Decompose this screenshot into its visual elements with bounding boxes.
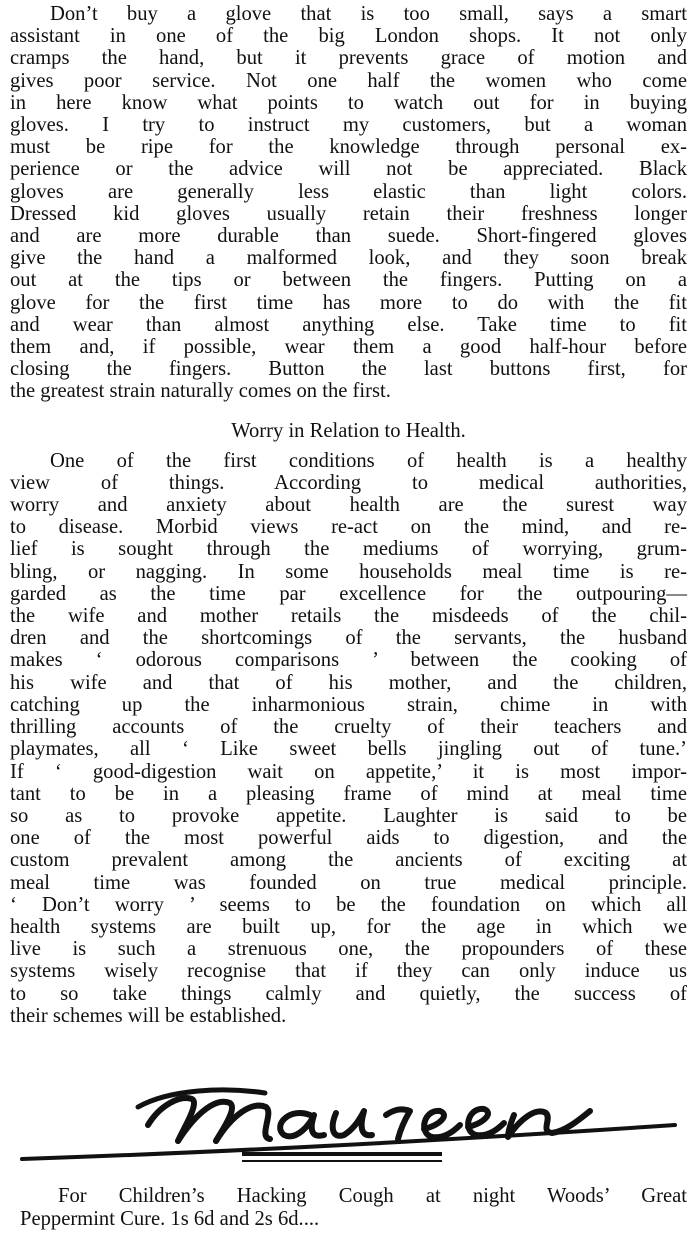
text-line: gloves. I try to instruct my customers, but a woman (10, 114, 687, 137)
text-line: their schemes will be established. (10, 1004, 287, 1027)
glove-advice-paragraph (10, 0, 687, 403)
text-line: view of things. According to medical authorities, (10, 471, 687, 494)
text-line: his wife and that of his mother, and the children, (10, 671, 687, 694)
text-line: live is such a strenuous one, the propounders of these (10, 938, 687, 961)
text-line: One of the first conditions of health is a healthy (50, 449, 687, 472)
text-line: must be ripe for the knowledge through personal ex- (10, 136, 687, 159)
text-line: meal time was founded on true medical principle. (10, 871, 687, 894)
article-column (10, 0, 687, 1027)
text-line: Don’t buy a glove that is too small, says a smart (50, 3, 687, 25)
text-line: glove for the first time has more to do with the fit (10, 291, 687, 314)
text-line: the greatest strain naturally comes on the first. (10, 380, 391, 403)
rule-thin (242, 1160, 442, 1162)
text-line: health systems are built up, for the age in which we (10, 915, 687, 938)
text-line: perience or the advice will not be appreciated. Black (10, 158, 687, 181)
text-line: dren and the shortcomings of the servants, the husband (10, 627, 687, 650)
text-line: in here know what points to watch out for in buying (10, 91, 687, 114)
text-line: custom prevalent among the ancients of exciting at (10, 849, 687, 872)
ad-line: Peppermint Cure. 1s 6d and 2s 6d.... (20, 1208, 320, 1230)
text-line: catching up the inharmonious strain, chime in with (10, 693, 687, 716)
text-line: and wear than almost anything else. Take time to fit (10, 313, 687, 336)
text-line: to disease. Morbid views re-act on the mind, and re- (10, 516, 687, 539)
text-line: one of the most powerful aids to digestion, and the (10, 827, 687, 850)
text-line: and are more durable than suede. Short-fingered gloves (10, 225, 687, 248)
text-line: garded as the time par excellence for the outpouring— (10, 582, 687, 605)
text-line: Dressed kid gloves usually retain their freshness longer (10, 202, 687, 225)
text-line: ‘ Don’t worry ’ seems to be the foundation on which all (10, 893, 687, 916)
text-line: so as to provoke appetite. Laughter is said to be (10, 804, 687, 827)
text-line: closing the fingers. Button the last buttons first, for (10, 358, 687, 381)
text-line: cramps the hand, but it prevents grace of motion and (10, 47, 687, 70)
text-line: tant to be in a pleasing frame of mind at meal time (10, 782, 687, 805)
text-line: playmates, all ‘ Like sweet bells jingling out of tune.’ (10, 738, 687, 761)
text-line: worry and anxiety about health are the surest way (10, 494, 687, 517)
text-line: If ‘ good-digestion wait on appetite,’ it is most impor- (10, 760, 687, 783)
double-rule-divider (242, 1152, 442, 1166)
text-line: gives poor service. Not one half the women who come (10, 69, 687, 92)
section-heading: Worry in Relation to Health. (231, 419, 466, 442)
text-line: to so take things calmly and quietly, the success of (10, 982, 687, 1005)
ad-line: For Children’s Hacking Cough at night Woods’ Great (58, 1185, 687, 1207)
text-line: thrilling accounts of the cruelty of their teachers and (10, 716, 687, 739)
text-line: the wife and mother retails the misdeeds of the chil- (10, 605, 687, 628)
rule-thick (242, 1152, 442, 1156)
text-line: systems wisely recognise that if they can only induce us (10, 960, 687, 983)
text-line: bling, or nagging. In some households meal time is re- (10, 560, 687, 583)
cough-cure-advertisement (20, 1185, 687, 1231)
text-line: them and, if possible, wear them a good half-hour before (10, 336, 687, 359)
text-line: assistant in one of the big London shops. It not only (10, 25, 687, 48)
text-line: give the hand a malformed look, and they soon break (10, 247, 687, 270)
text-line: lief is sought through the mediums of worrying, grum- (10, 538, 687, 561)
text-line: makes ‘ odorous comparisons ’ between the cooking of (10, 649, 687, 672)
text-line: gloves are generally less elastic than light colors. (10, 180, 687, 203)
worry-health-paragraph (10, 450, 687, 1027)
text-line: out at the tips or between the fingers. Putting on a (10, 269, 687, 292)
